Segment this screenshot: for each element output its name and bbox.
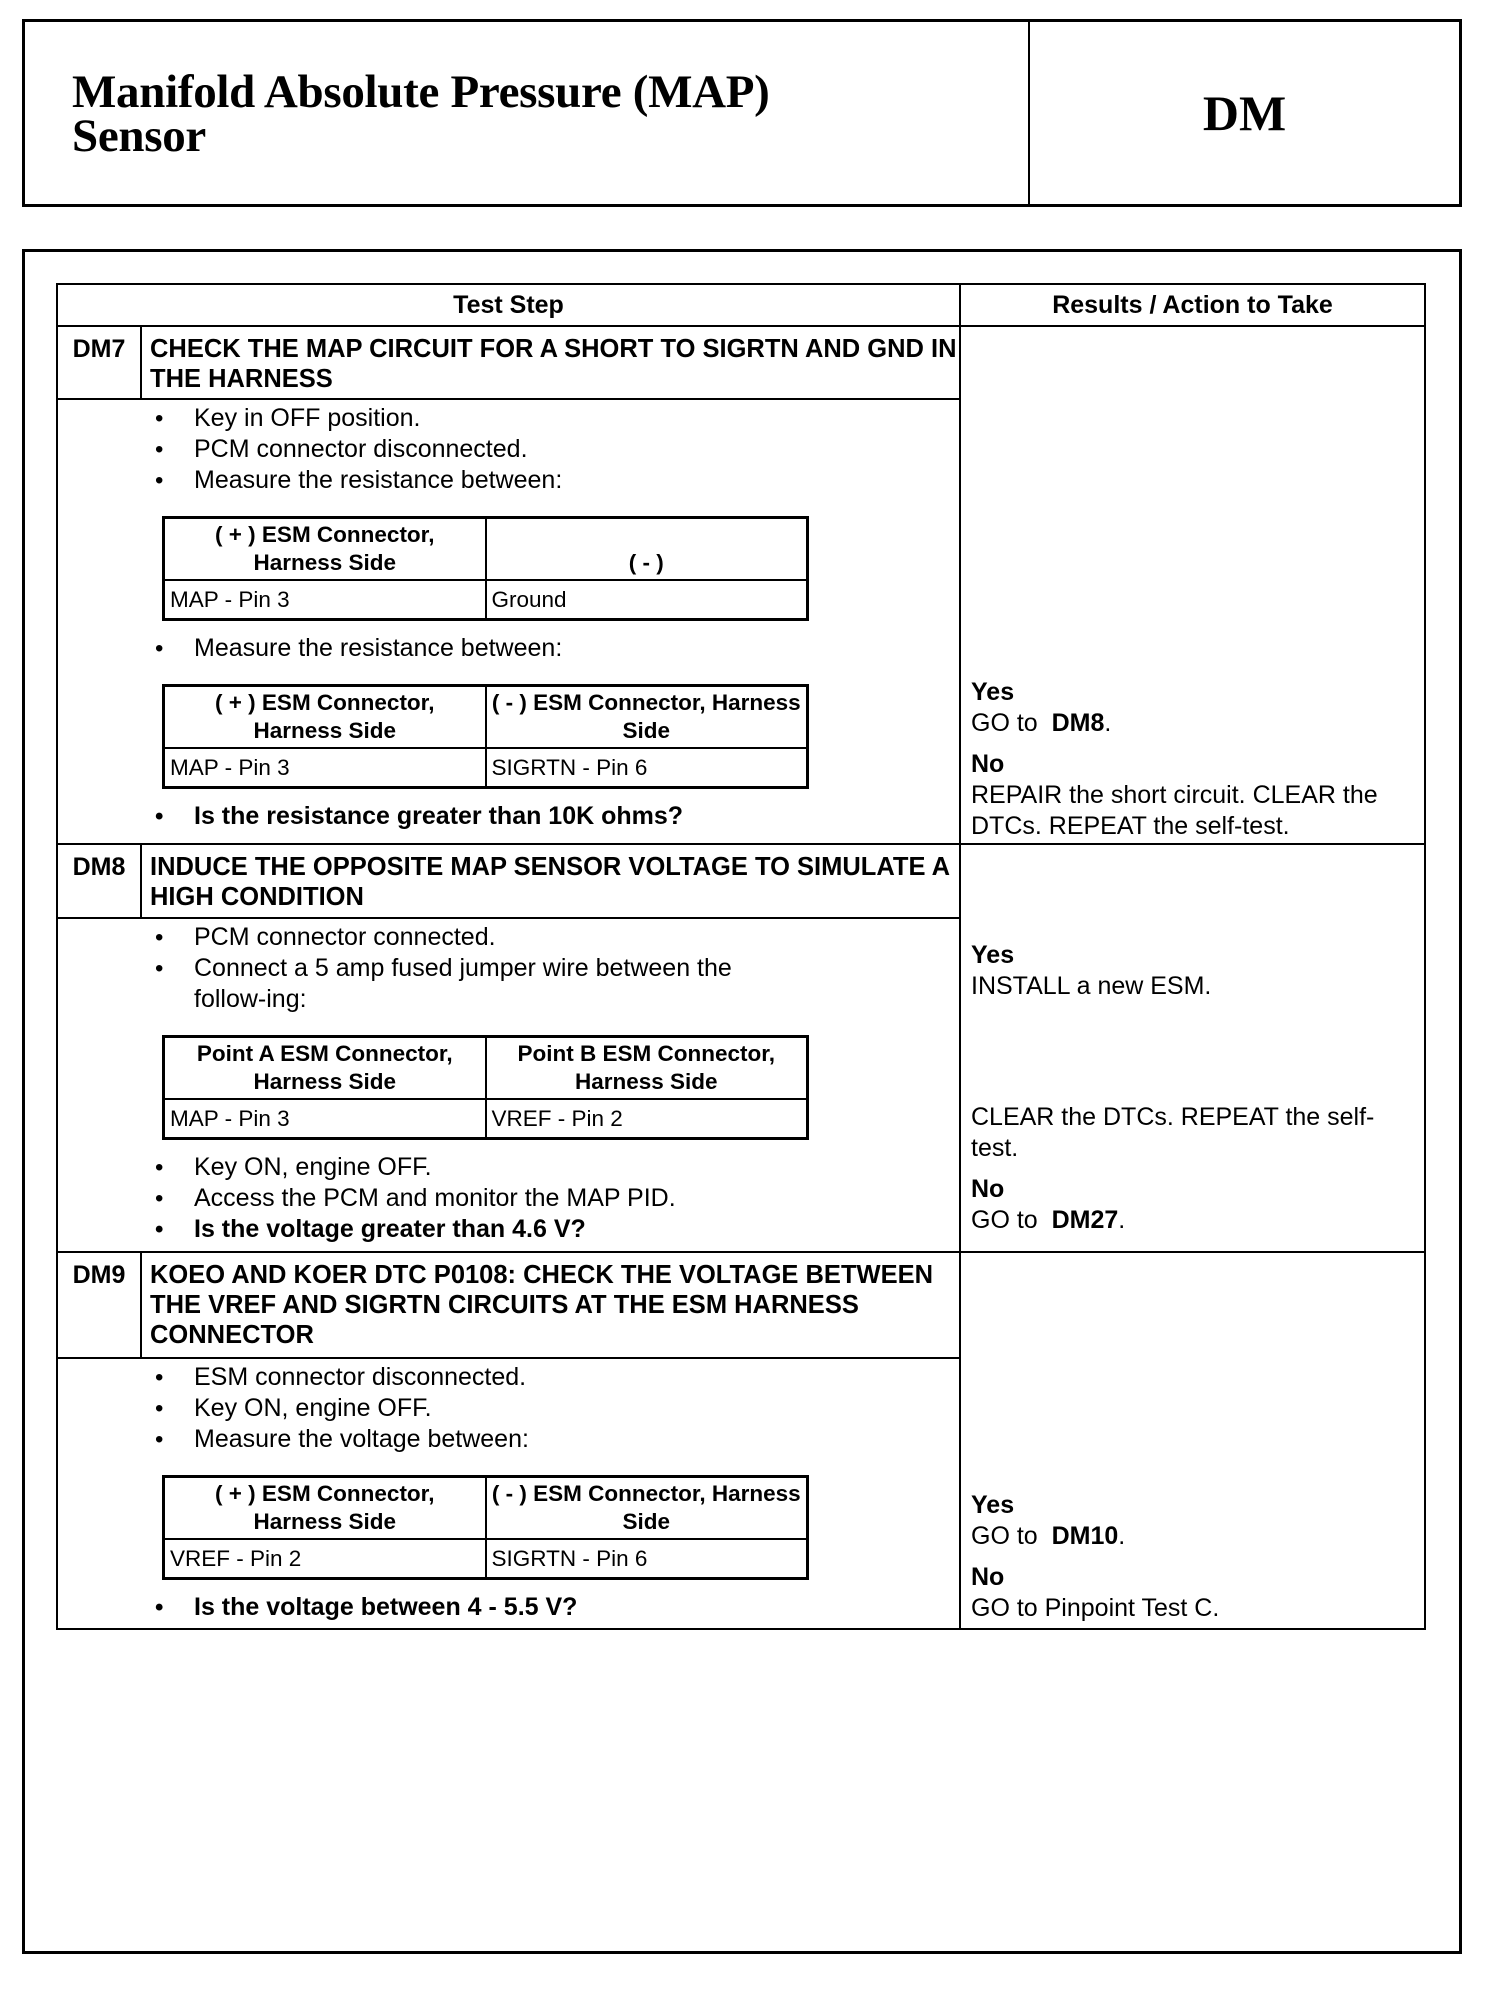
column-divider <box>959 285 961 1628</box>
measurement-table <box>162 516 809 621</box>
table-header: ( - ) ESM Connector, Harness Side <box>486 686 808 749</box>
no-label: No <box>971 1563 1005 1591</box>
step-title-divider <box>58 917 959 919</box>
table-header: ( + ) ESM Connector, Harness Side <box>164 518 486 581</box>
step-id-divider <box>140 327 142 398</box>
section-code: DM <box>1202 85 1287 141</box>
column-header-test-step: Test Step <box>453 290 564 319</box>
question: • Is the voltage between 4 - 5.5 V? <box>58 1592 958 1623</box>
bullet: • Access the PCM and monitor the MAP PID. <box>58 1183 958 1214</box>
bullet: • Key in OFF position. <box>58 403 958 434</box>
step-id: DM9 <box>72 1261 126 1289</box>
goto-link[interactable]: DM8 <box>1051 709 1105 737</box>
step-title-divider <box>58 1357 959 1359</box>
table-cell: MAP - Pin 3 <box>164 748 486 788</box>
table-cell: VREF - Pin 2 <box>164 1539 486 1579</box>
step-id: DM7 <box>72 335 126 363</box>
yes-action-followup: CLEAR the DTCs. REPEAT the self-test. <box>971 1103 1375 1162</box>
test-step-table <box>56 283 1426 1630</box>
step-title: INDUCE THE OPPOSITE MAP SENSOR VOLTAGE TO SIMULATE A HIGH CONDITION <box>150 853 950 911</box>
measurement-table <box>162 684 809 789</box>
bullet: • Key ON, engine OFF. <box>58 1393 958 1424</box>
bullet: • PCM connector connected. <box>58 922 958 953</box>
bullet: • PCM connector disconnected. <box>58 434 958 465</box>
question: • Is the resistance greater than 10K ohms? <box>58 801 958 832</box>
no-label: No <box>971 1175 1005 1203</box>
goto-link[interactable]: DM27 <box>1051 1206 1119 1234</box>
step-title-divider <box>58 398 959 400</box>
yes-label: Yes <box>971 1491 1015 1519</box>
bullet: • Connect a 5 amp fused jumper wire between the follow-ing: <box>58 953 958 1015</box>
table-header: ( + ) ESM Connector, Harness Side <box>164 1477 486 1540</box>
step-title: CHECK THE MAP CIRCUIT FOR A SHORT TO SIGRTN AND GND IN THE HARNESS <box>150 335 957 393</box>
column-header-results: Results / Action to Take <box>1052 290 1333 319</box>
table-header: ( + ) ESM Connector, Harness Side <box>164 686 486 749</box>
table-cell: MAP - Pin 3 <box>164 580 486 620</box>
step-id-divider <box>140 1253 142 1357</box>
table-header: Point B ESM Connector, Harness Side <box>486 1037 808 1100</box>
no-action: REPAIR the short circuit. CLEAR the DTCs. REPEAT the self-test. <box>971 781 1378 840</box>
table-header: Point A ESM Connector, Harness Side <box>164 1037 486 1100</box>
bullet: • Key ON, engine OFF. <box>58 1152 958 1183</box>
title-line-1: Manifold Absolute Pressure (MAP) <box>72 66 770 118</box>
yes-label: Yes <box>971 678 1015 706</box>
no-action: GO to DM27. <box>971 1206 1126 1234</box>
yes-action: GO to DM10. <box>971 1522 1126 1550</box>
table-cell: SIGRTN - Pin 6 <box>486 1539 808 1579</box>
measurement-table <box>162 1475 809 1580</box>
table-cell: Ground <box>486 580 808 620</box>
bullet: • Measure the resistance between: <box>58 465 958 496</box>
bullet: • Measure the voltage between: <box>58 1424 958 1455</box>
header-box <box>22 19 1462 207</box>
table-cell: SIGRTN - Pin 6 <box>486 748 808 788</box>
question: • Is the voltage greater than 4.6 V? <box>58 1214 958 1245</box>
step-title: KOEO AND KOER DTC P0108: CHECK THE VOLTAGE BETWEEN THE VREF AND SIGRTN CIRCUITS AT THE ESM HARNESS CONNECTOR <box>150 1261 934 1349</box>
step-body <box>58 922 958 1245</box>
results-dm9 <box>971 1490 1411 1624</box>
step-body <box>58 1362 958 1623</box>
table-header: ( - ) <box>486 518 808 581</box>
table-cell: VREF - Pin 2 <box>486 1099 808 1139</box>
step-body <box>58 403 958 832</box>
table-header: ( - ) ESM Connector, Harness Side <box>486 1477 808 1540</box>
jumper-table <box>162 1035 809 1140</box>
yes-label: Yes <box>971 941 1015 969</box>
document-title <box>72 66 770 162</box>
no-action: GO to Pinpoint Test C. <box>971 1594 1220 1622</box>
bullet: • ESM connector disconnected. <box>58 1362 958 1393</box>
table-cell: MAP - Pin 3 <box>164 1099 486 1139</box>
yes-action: INSTALL a new ESM. <box>971 972 1212 1000</box>
step-id-divider <box>140 845 142 917</box>
results-dm7 <box>971 677 1411 842</box>
results-dm8 <box>971 940 1411 1236</box>
bullet: • Measure the resistance between: <box>58 633 958 664</box>
no-label: No <box>971 750 1005 778</box>
yes-action: GO to DM8. <box>971 709 1112 737</box>
title-line-2: Sensor <box>72 110 206 162</box>
goto-link[interactable]: DM10 <box>1051 1522 1119 1550</box>
step-id: DM8 <box>72 853 126 881</box>
